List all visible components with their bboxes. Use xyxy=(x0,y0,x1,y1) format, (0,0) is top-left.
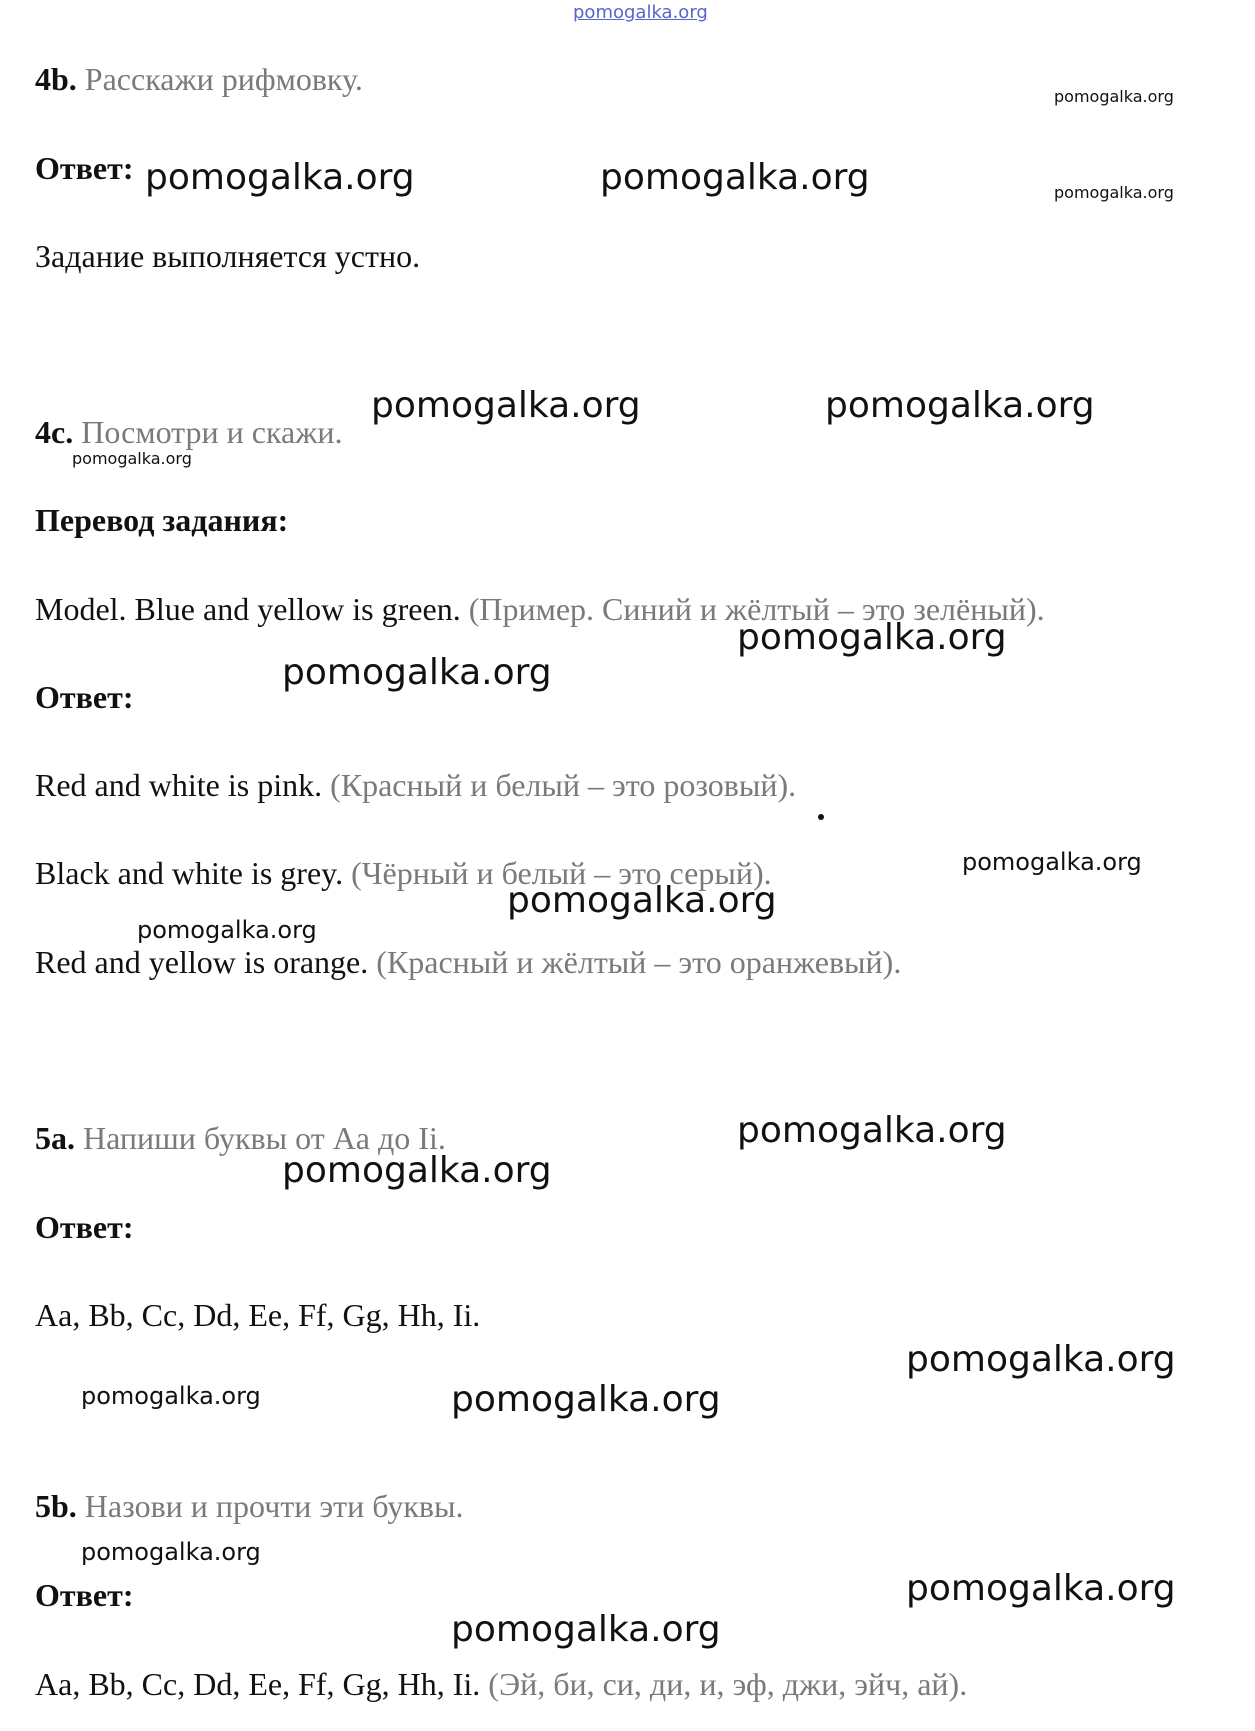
watermark: pomogalka.org xyxy=(906,1339,1176,1380)
answer-4c-3 xyxy=(35,946,901,978)
watermark: pomogalka.org xyxy=(282,652,552,693)
answer-5b xyxy=(35,1668,967,1700)
watermark: pomogalka.org xyxy=(451,1379,721,1420)
watermark: pomogalka.org xyxy=(737,617,1007,658)
answer-5a: Aa, Bb, Cc, Dd, Ee, Ff, Gg, Hh, Ii. xyxy=(35,1297,481,1333)
task-text: Назови и прочти эти буквы. xyxy=(84,1488,464,1524)
answer-ru: (Красный и жёлтый – это оранжевый). xyxy=(376,944,902,980)
top-watermark: pomogalka.org xyxy=(573,2,708,23)
task-number: 5a. xyxy=(35,1120,75,1156)
watermark: pomogalka.org xyxy=(282,1150,552,1191)
answer-en: Red and yellow is orange. xyxy=(35,944,369,980)
answer-en: Aa, Bb, Cc, Dd, Ee, Ff, Gg, Hh, Ii. xyxy=(35,1666,481,1702)
task-text: Посмотри и скажи. xyxy=(81,414,343,450)
task-text: Напиши буквы от Aa до Ii. xyxy=(83,1120,446,1156)
answer-label-4c: Ответ: xyxy=(35,679,134,715)
task-4c xyxy=(35,416,342,448)
model-ru: (Пример. Синий и жёлтый – это зелёный). xyxy=(468,591,1045,627)
model-en: Model. Blue and yellow is green. xyxy=(35,591,461,627)
watermark: pomogalka.org xyxy=(81,1382,261,1410)
watermark: pomogalka.org xyxy=(72,449,192,468)
answer-4b: Задание выполняется устно. xyxy=(35,238,421,274)
watermark: pomogalka.org xyxy=(600,157,870,198)
answer-ru: (Чёрный и белый – это серый). xyxy=(351,855,772,891)
watermark: pomogalka.org xyxy=(81,1538,261,1566)
watermark: pomogalka.org xyxy=(906,1568,1176,1609)
answer-4c-1 xyxy=(35,769,796,801)
task-text: Расскажи рифмовку. xyxy=(84,61,363,97)
stray-dot xyxy=(818,814,824,820)
task-number: 5b. xyxy=(35,1488,77,1524)
task-5b xyxy=(35,1490,463,1522)
watermark: pomogalka.org xyxy=(507,880,777,921)
answer-label-4b: Ответ: xyxy=(35,150,134,186)
watermark: pomogalka.org xyxy=(371,385,641,426)
watermark: pomogalka.org xyxy=(451,1609,721,1650)
watermark: pomogalka.org xyxy=(145,157,415,198)
answer-label-5b: Ответ: xyxy=(35,1577,134,1613)
task-number: 4b. xyxy=(35,61,77,97)
watermark: pomogalka.org xyxy=(825,385,1095,426)
watermark: pomogalka.org xyxy=(1054,183,1174,202)
watermark: pomogalka.org xyxy=(137,916,317,944)
answer-en: Black and white is grey. xyxy=(35,855,344,891)
watermark: pomogalka.org xyxy=(962,848,1142,876)
task-number: 4c. xyxy=(35,414,74,450)
translation-label-4c: Перевод задания: xyxy=(35,502,289,538)
answer-en: Red and white is pink. xyxy=(35,767,323,803)
watermark: pomogalka.org xyxy=(1054,87,1174,106)
answer-ru: (Эй, би, си, ди, и, эф, джи, эйч, ай). xyxy=(488,1666,968,1702)
answer-label-5a: Ответ: xyxy=(35,1209,134,1245)
answer-ru: (Красный и белый – это розовый). xyxy=(330,767,797,803)
task-4b xyxy=(35,63,363,95)
watermark: pomogalka.org xyxy=(737,1110,1007,1151)
